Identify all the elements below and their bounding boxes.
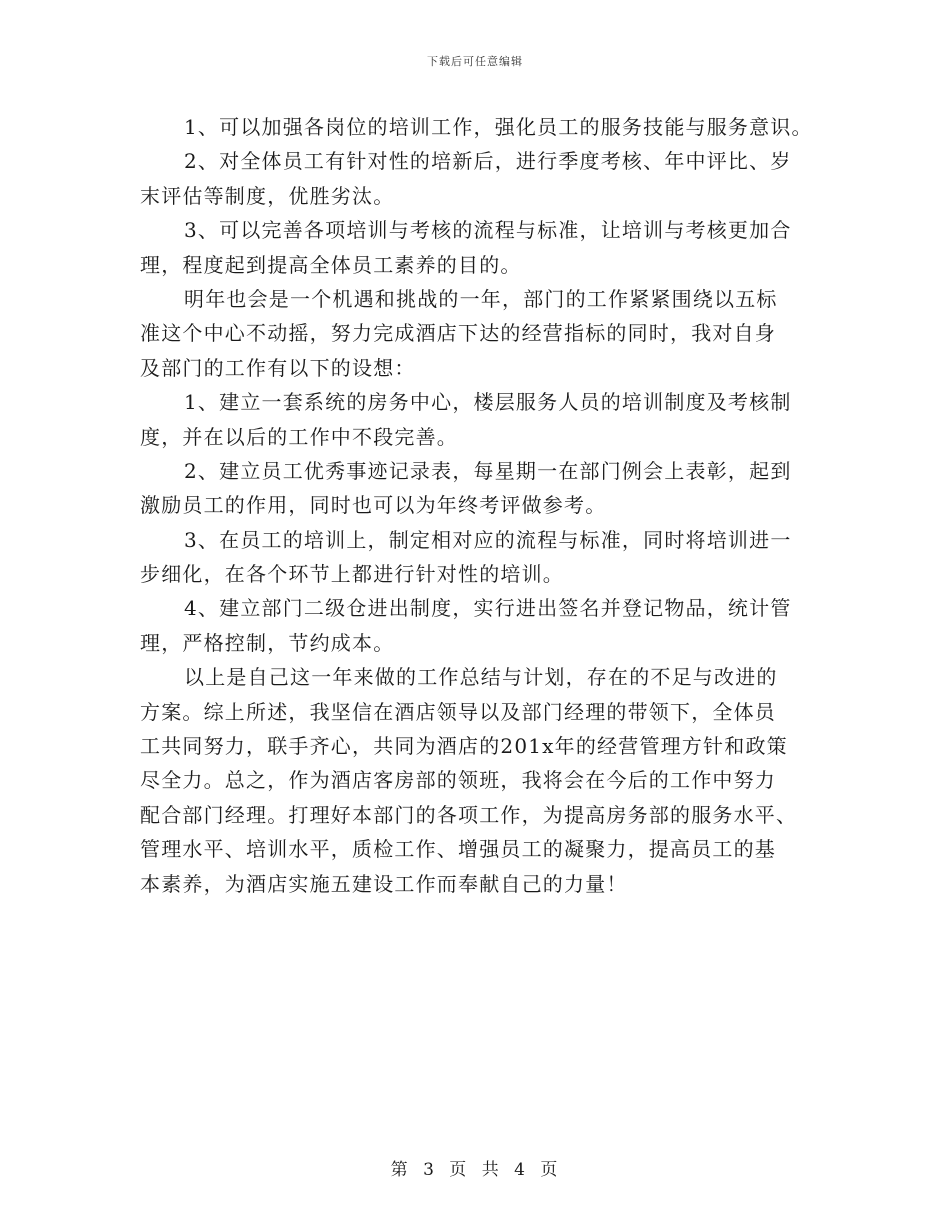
page-number-footer: 第 3 页 共 4 页 <box>390 1160 560 1180</box>
text-line: 1、建立一套系统的房务中心，楼层服务人员的培训制度及考核制 <box>184 390 792 415</box>
text-line: 2、建立员工优秀事迹记录表，每星期一在部门例会上表彰，起到 <box>184 458 792 483</box>
text-line: 4、建立部门二级仓进出制度，实行进出签名并登记物品，统计管 <box>184 596 792 621</box>
text-line: 理，严格控制，节约成本。 <box>140 630 395 655</box>
text-line: 配合部门经理。打理好本部门的各项工作，为提高房务部的服务水平、 <box>140 802 798 827</box>
text-line: 明年也会是一个机遇和挑战的一年，部门的工作紧紧围绕以五标 <box>184 286 778 311</box>
text-line: 管理水平、培训水平，质检工作、增强员工的凝聚力，提高员工的基 <box>140 837 776 862</box>
text-line: 工共同努力，联手齐心，共同为酒店的201x年的经营管理方针和政策 <box>140 734 788 759</box>
text-line: 及部门的工作有以下的设想： <box>140 355 416 380</box>
text-line: 步细化，在各个环节上都进行针对性的培训。 <box>140 562 564 587</box>
page-header-note: 下载后可任意编辑 <box>427 55 523 68</box>
text-line: 理，程度起到提高全体员工素养的目的。 <box>140 252 522 277</box>
text-line: 准这个中心不动摇，努力完成酒店下达的经营指标的同时，我对自身 <box>140 321 776 346</box>
text-line: 激励员工的作用，同时也可以为年终考评做参考。 <box>140 493 607 518</box>
text-line: 尽全力。总之，作为酒店客房部的领班，我将会在今后的工作中努力 <box>140 768 776 793</box>
text-line: 3、在员工的培训上，制定相对应的流程与标准，同时将培训进一 <box>184 527 792 552</box>
text-line: 2、对全体员工有针对性的培新后，进行季度考核、年中评比、岁 <box>184 149 792 174</box>
text-line: 末评估等制度，优胜劣汰。 <box>140 183 395 208</box>
text-line: 以上是自己这一年来做的工作总结与计划，存在的不足与改进的 <box>184 665 778 690</box>
text-line: 度，并在以后的工作中不段完善。 <box>140 424 458 449</box>
document-body <box>140 110 820 901</box>
text-line: 方案。综上所述，我坚信在酒店领导以及部门经理的带领下，全体员 <box>140 699 776 724</box>
text-line: 3、可以完善各项培训与考核的流程与标准，让培训与考核更加合 <box>184 218 792 243</box>
text-line: 1、可以加强各岗位的培训工作，强化员工的服务技能与服务意识。 <box>184 115 813 139</box>
text-line: 本素养，为酒店实施五建设工作而奉献自己的力量！ <box>140 871 628 896</box>
